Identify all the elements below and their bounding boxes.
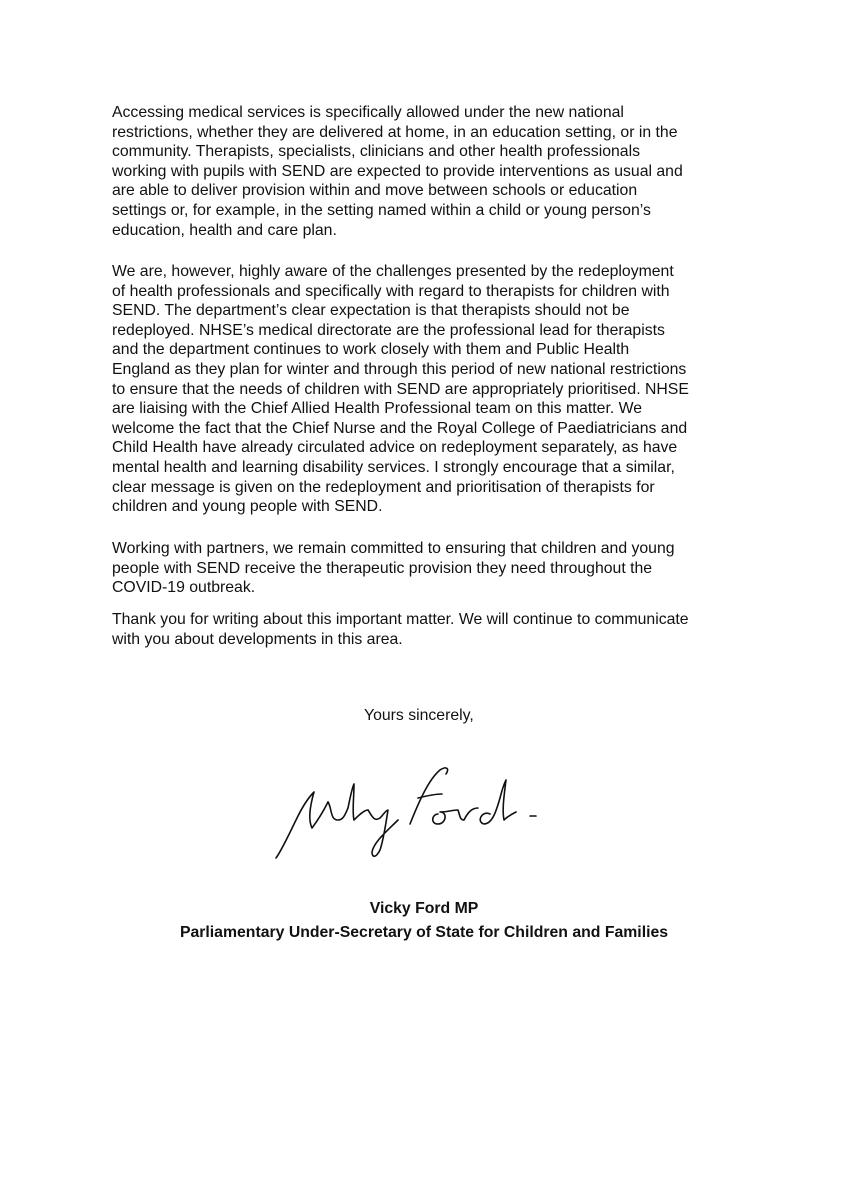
text-line: SEND. The department’s clear expectation is that therapists should not be (112, 302, 630, 320)
text-line: education, health and care plan. (112, 221, 337, 239)
text-line: to ensure that the needs of children with SEND are appropriately prioritised. NHSE (112, 380, 689, 398)
text-line: clear message is given on the redeployment and prioritisation of therapists for (112, 478, 655, 496)
text-line: Accessing medical services is specifically allowed under the new national (112, 104, 624, 121)
letter-paragraph-1 (112, 103, 752, 240)
text-line: Thank you for writing about this important matter. We will continue to communicate (112, 611, 689, 628)
letter-paragraph-4 (112, 610, 752, 649)
signatory-name: Vicky Ford MP (369, 900, 479, 917)
text-line: people with SEND receive the therapeutic provision they need throughout the (112, 559, 653, 577)
text-line: Working with partners, we remain committed to ensuring that children and young (112, 540, 675, 557)
text-line: England as they plan for winter and through this period of new national restrictions (112, 360, 687, 378)
text-line: Child Health have already circulated advice on redeployment separately, as have (112, 439, 678, 457)
text-line: We are, however, highly aware of the challenges presented by the redeployment (112, 263, 674, 280)
text-line: COVID-19 outbreak. (112, 579, 256, 597)
text-line: children and young people with SEND. (112, 498, 383, 516)
text-line: settings or, for example, in the setting named within a child or young person’s (112, 201, 651, 219)
text-line: redeployed. NHSE’s medical directorate are the professional lead for therapists (112, 321, 665, 339)
letter-paragraph-2 (112, 262, 752, 517)
text-line: are able to deliver provision within and move between schools or education (112, 182, 638, 200)
letter-paragraph-3 (112, 539, 752, 598)
text-line: are liaising with the Chief Allied Health Professional team on this matter. We (112, 400, 643, 418)
text-line: community. Therapists, specialists, clinicians and other health professionals (112, 143, 640, 161)
closing-salutation: Yours sincerely, (364, 707, 474, 724)
text-line: and the department continues to work closely with them and Public Health (112, 341, 630, 359)
text-line: with you about developments in this area. (112, 630, 403, 648)
text-line: restrictions, whether they are delivered at home, in an education setting, or in the (112, 123, 678, 141)
text-line: of health professionals and specifically with regard to therapists for children with (112, 282, 670, 300)
text-line: working with pupils with SEND are expected to provide interventions as usual and (112, 162, 683, 180)
text-line: mental health and learning disability services. I strongly encourage that a similar, (112, 458, 675, 476)
handwritten-signature (268, 758, 588, 870)
text-line: welcome the fact that the Chief Nurse and the Royal College of Paediatricians and (112, 419, 688, 437)
signatory-title: Parliamentary Under-Secretary of State for Children and Families (179, 924, 669, 941)
